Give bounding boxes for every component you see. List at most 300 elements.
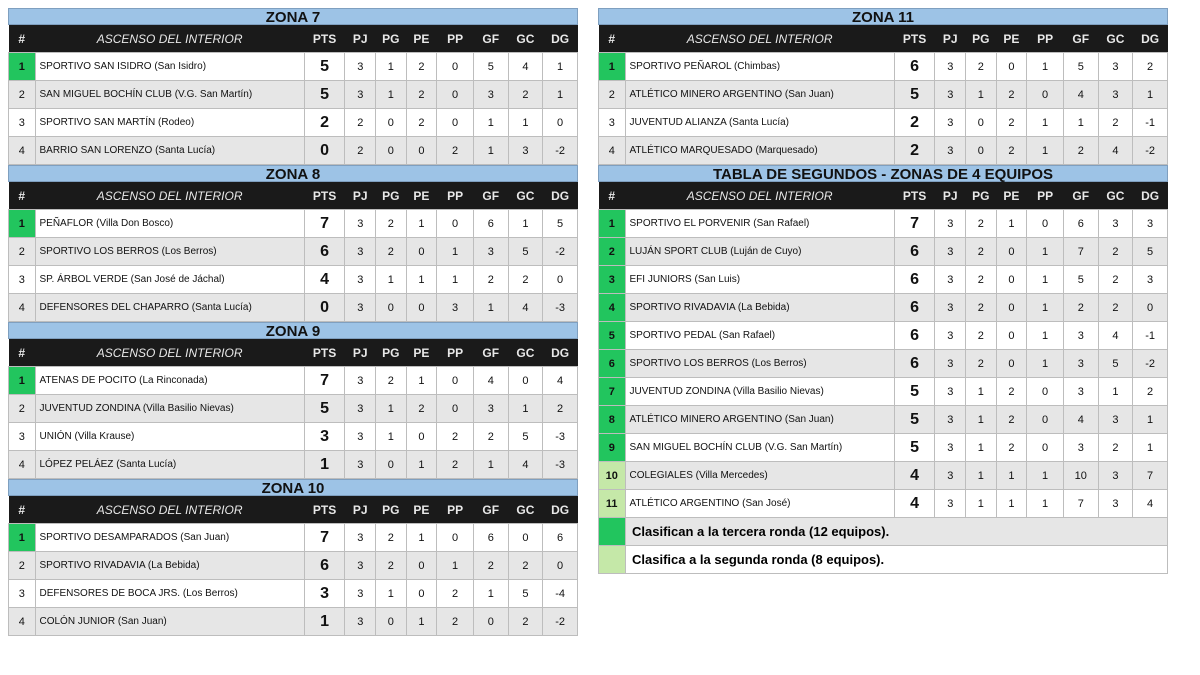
pe-cell: 0 <box>996 322 1027 350</box>
gf-cell: 1 <box>473 451 508 479</box>
pts-cell: 6 <box>894 53 935 81</box>
gf-cell: 6 <box>473 210 508 238</box>
pp-cell: 0 <box>437 524 474 552</box>
team-name: SPORTIVO RIVADAVIA (La Bebida) <box>625 294 894 322</box>
pts-cell: 0 <box>304 137 345 165</box>
dg-cell: 5 <box>1133 238 1168 266</box>
team-name: COLEGIALES (Villa Mercedes) <box>625 462 894 490</box>
gc-cell: 2 <box>508 552 543 580</box>
zone-block <box>8 8 578 165</box>
pj-cell: 3 <box>935 406 966 434</box>
position-cell: 1 <box>9 367 36 395</box>
pp-cell: 0 <box>437 53 474 81</box>
pj-cell: 3 <box>345 238 376 266</box>
gc-cell: 1 <box>508 210 543 238</box>
pe-cell: 0 <box>996 238 1027 266</box>
pe-cell: 1 <box>406 367 437 395</box>
header-pj: PJ <box>345 496 376 524</box>
table-row <box>9 81 578 109</box>
team-name: DEFENSORES DEL CHAPARRO (Santa Lucía) <box>35 294 304 322</box>
gc-cell: 2 <box>508 608 543 636</box>
pp-cell: 1 <box>437 266 474 294</box>
position-cell: 2 <box>9 552 36 580</box>
pts-cell: 6 <box>894 238 935 266</box>
gc-cell: 2 <box>1098 266 1133 294</box>
pj-cell: 3 <box>935 294 966 322</box>
pp-cell: 1 <box>1027 53 1064 81</box>
pj-cell: 3 <box>935 266 966 294</box>
pe-cell: 1 <box>406 451 437 479</box>
header-pts: PTS <box>304 182 345 210</box>
pg-cell: 2 <box>966 210 997 238</box>
table-row <box>9 238 578 266</box>
header-pe: PE <box>406 25 437 53</box>
pe-cell: 1 <box>996 490 1027 518</box>
team-name: SPORTIVO LOS BERROS (Los Berros) <box>625 350 894 378</box>
pe-cell: 2 <box>996 434 1027 462</box>
position-cell: 3 <box>599 109 626 137</box>
header-gc: GC <box>508 496 543 524</box>
header-dg: DG <box>543 25 578 53</box>
gf-cell: 3 <box>1063 322 1098 350</box>
pts-cell: 6 <box>894 350 935 378</box>
pj-cell: 3 <box>935 434 966 462</box>
pj-cell: 3 <box>345 210 376 238</box>
table-row <box>9 451 578 479</box>
team-name: SPORTIVO SAN MARTÍN (Rodeo) <box>35 109 304 137</box>
pts-cell: 4 <box>894 462 935 490</box>
pe-cell: 2 <box>996 109 1027 137</box>
position-cell: 3 <box>599 266 626 294</box>
legend-text: Clasifica a la segunda ronda (8 equipos). <box>625 546 1167 573</box>
header-gf: GF <box>1063 182 1098 210</box>
pe-cell: 1 <box>406 210 437 238</box>
pj-cell: 3 <box>345 580 376 608</box>
pj-cell: 3 <box>345 294 376 322</box>
table-row <box>599 462 1168 490</box>
position-cell: 4 <box>9 137 36 165</box>
table-row <box>9 552 578 580</box>
gf-cell: 4 <box>1063 81 1098 109</box>
zone-block <box>8 479 578 636</box>
header-pp: PP <box>1027 25 1064 53</box>
team-name: SAN MIGUEL BOCHÍN CLUB (V.G. San Martín) <box>35 81 304 109</box>
table-row <box>9 294 578 322</box>
pp-cell: 0 <box>437 81 474 109</box>
gf-cell: 1 <box>473 137 508 165</box>
dg-cell: -2 <box>1133 350 1168 378</box>
table-row <box>599 490 1168 518</box>
zone-title: ZONA 11 <box>598 8 1168 25</box>
header-gf: GF <box>473 182 508 210</box>
pts-cell: 7 <box>304 524 345 552</box>
left-standings-column <box>8 8 578 636</box>
header-pos: # <box>599 182 626 210</box>
position-cell: 11 <box>599 490 626 518</box>
standings-table <box>598 182 1168 518</box>
pts-cell: 5 <box>304 53 345 81</box>
pg-cell: 1 <box>966 490 997 518</box>
pg-cell: 1 <box>376 266 407 294</box>
header-pg: PG <box>966 25 997 53</box>
gc-cell: 4 <box>1098 322 1133 350</box>
dg-cell: -2 <box>1133 137 1168 165</box>
gf-cell: 5 <box>473 53 508 81</box>
header-pj: PJ <box>345 25 376 53</box>
pg-cell: 0 <box>376 608 407 636</box>
position-cell: 7 <box>599 378 626 406</box>
position-cell: 4 <box>9 294 36 322</box>
header-pts: PTS <box>304 496 345 524</box>
team-name: BARRIO SAN LORENZO (Santa Lucía) <box>35 137 304 165</box>
dg-cell: 2 <box>1133 378 1168 406</box>
team-name: SPORTIVO LOS BERROS (Los Berros) <box>35 238 304 266</box>
position-cell: 10 <box>599 462 626 490</box>
pj-cell: 3 <box>345 395 376 423</box>
dg-cell: -2 <box>543 137 578 165</box>
team-name: UNIÓN (Villa Krause) <box>35 423 304 451</box>
pp-cell: 2 <box>437 137 474 165</box>
gf-cell: 0 <box>473 608 508 636</box>
pp-cell: 1 <box>1027 238 1064 266</box>
standings-table <box>8 25 578 165</box>
pg-cell: 1 <box>376 81 407 109</box>
gf-cell: 3 <box>1063 350 1098 378</box>
legend-swatch <box>599 546 625 573</box>
pe-cell: 0 <box>406 137 437 165</box>
pp-cell: 1 <box>1027 490 1064 518</box>
zone-title: ZONA 8 <box>8 165 578 182</box>
gc-cell: 2 <box>1098 238 1133 266</box>
header-dg: DG <box>1133 182 1168 210</box>
gf-cell: 3 <box>473 238 508 266</box>
position-cell: 4 <box>9 608 36 636</box>
pts-cell: 1 <box>304 608 345 636</box>
right-standings-column <box>598 8 1168 574</box>
pp-cell: 1 <box>1027 322 1064 350</box>
position-cell: 4 <box>9 451 36 479</box>
team-name: SPORTIVO RIVADAVIA (La Bebida) <box>35 552 304 580</box>
header-row <box>9 182 578 210</box>
position-cell: 4 <box>599 294 626 322</box>
pe-cell: 0 <box>406 552 437 580</box>
pj-cell: 3 <box>935 210 966 238</box>
team-name: JUVENTUD ZONDINA (Villa Basilio Nievas) <box>625 378 894 406</box>
dg-cell: -1 <box>1133 322 1168 350</box>
header-gf: GF <box>473 25 508 53</box>
gc-cell: 4 <box>508 294 543 322</box>
team-name: ATLÉTICO MARQUESADO (Marquesado) <box>625 137 894 165</box>
header-pos: # <box>9 25 36 53</box>
team-name: SPORTIVO DESAMPARADOS (San Juan) <box>35 524 304 552</box>
table-row <box>9 524 578 552</box>
gf-cell: 3 <box>473 395 508 423</box>
pe-cell: 2 <box>996 378 1027 406</box>
table-row <box>9 210 578 238</box>
pj-cell: 2 <box>345 109 376 137</box>
zone-title: ZONA 7 <box>8 8 578 25</box>
pg-cell: 1 <box>966 81 997 109</box>
pts-cell: 6 <box>894 322 935 350</box>
zone-title: ZONA 9 <box>8 322 578 339</box>
gf-cell: 1 <box>473 580 508 608</box>
dg-cell: 5 <box>543 210 578 238</box>
table-row <box>599 378 1168 406</box>
legend-row <box>598 546 1168 574</box>
pp-cell: 1 <box>437 552 474 580</box>
pe-cell: 1 <box>996 210 1027 238</box>
position-cell: 1 <box>9 53 36 81</box>
gf-cell: 3 <box>1063 378 1098 406</box>
pts-cell: 2 <box>304 109 345 137</box>
header-title: ASCENSO DEL INTERIOR <box>35 25 304 53</box>
dg-cell: 3 <box>1133 210 1168 238</box>
pe-cell: 2 <box>996 406 1027 434</box>
position-cell: 2 <box>9 238 36 266</box>
header-pe: PE <box>406 182 437 210</box>
pp-cell: 0 <box>1027 434 1064 462</box>
pp-cell: 2 <box>437 580 474 608</box>
pp-cell: 0 <box>1027 210 1064 238</box>
pe-cell: 0 <box>996 53 1027 81</box>
gf-cell: 4 <box>1063 406 1098 434</box>
table-row <box>599 434 1168 462</box>
pj-cell: 3 <box>345 53 376 81</box>
dg-cell: -4 <box>543 580 578 608</box>
header-pos: # <box>599 25 626 53</box>
gc-cell: 3 <box>1098 81 1133 109</box>
header-title: ASCENSO DEL INTERIOR <box>35 496 304 524</box>
gc-cell: 1 <box>508 395 543 423</box>
header-pp: PP <box>437 339 474 367</box>
gc-cell: 2 <box>1098 434 1133 462</box>
pe-cell: 2 <box>996 81 1027 109</box>
dg-cell: 4 <box>1133 490 1168 518</box>
position-cell: 9 <box>599 434 626 462</box>
table-row <box>599 406 1168 434</box>
pe-cell: 2 <box>406 81 437 109</box>
pg-cell: 2 <box>966 350 997 378</box>
table-row <box>599 53 1168 81</box>
pts-cell: 7 <box>304 210 345 238</box>
header-gf: GF <box>1063 25 1098 53</box>
pe-cell: 0 <box>996 350 1027 378</box>
table-row <box>599 210 1168 238</box>
table-row <box>599 350 1168 378</box>
team-name: COLÓN JUNIOR (San Juan) <box>35 608 304 636</box>
standings-table <box>8 339 578 479</box>
pts-cell: 2 <box>894 109 935 137</box>
pp-cell: 0 <box>1027 406 1064 434</box>
zone-block <box>598 165 1168 518</box>
team-name: SPORTIVO EL PORVENIR (San Rafael) <box>625 210 894 238</box>
pg-cell: 2 <box>966 266 997 294</box>
gf-cell: 3 <box>1063 434 1098 462</box>
table-row <box>599 137 1168 165</box>
gc-cell: 3 <box>1098 406 1133 434</box>
pts-cell: 7 <box>894 210 935 238</box>
gc-cell: 1 <box>1098 378 1133 406</box>
gf-cell: 6 <box>473 524 508 552</box>
pe-cell: 0 <box>406 580 437 608</box>
header-title: ASCENSO DEL INTERIOR <box>625 25 894 53</box>
team-name: SPORTIVO SAN ISIDRO (San Isidro) <box>35 53 304 81</box>
pg-cell: 1 <box>376 395 407 423</box>
pe-cell: 1 <box>406 608 437 636</box>
gf-cell: 1 <box>1063 109 1098 137</box>
pg-cell: 1 <box>966 406 997 434</box>
pp-cell: 0 <box>437 210 474 238</box>
pg-cell: 2 <box>966 53 997 81</box>
gf-cell: 2 <box>1063 294 1098 322</box>
position-cell: 1 <box>599 210 626 238</box>
gf-cell: 2 <box>473 552 508 580</box>
pj-cell: 3 <box>345 367 376 395</box>
header-pp: PP <box>437 25 474 53</box>
dg-cell: -2 <box>543 238 578 266</box>
pe-cell: 1 <box>406 524 437 552</box>
pg-cell: 2 <box>376 367 407 395</box>
header-pg: PG <box>966 182 997 210</box>
header-pg: PG <box>376 182 407 210</box>
gc-cell: 2 <box>508 81 543 109</box>
pj-cell: 3 <box>935 322 966 350</box>
pp-cell: 1 <box>1027 137 1064 165</box>
team-name: ATENAS DE POCITO (La Rinconada) <box>35 367 304 395</box>
team-name: ATLÉTICO MINERO ARGENTINO (San Juan) <box>625 406 894 434</box>
legend-row <box>598 518 1168 546</box>
position-cell: 1 <box>9 524 36 552</box>
pp-cell: 1 <box>437 238 474 266</box>
pg-cell: 2 <box>376 524 407 552</box>
gf-cell: 10 <box>1063 462 1098 490</box>
pg-cell: 0 <box>966 137 997 165</box>
pts-cell: 5 <box>894 406 935 434</box>
header-gc: GC <box>508 182 543 210</box>
pj-cell: 3 <box>935 53 966 81</box>
gf-cell: 1 <box>473 109 508 137</box>
pg-cell: 1 <box>376 53 407 81</box>
pe-cell: 2 <box>406 109 437 137</box>
team-name: SP. ÁRBOL VERDE (San José de Jáchal) <box>35 266 304 294</box>
header-pts: PTS <box>894 25 935 53</box>
gf-cell: 1 <box>473 294 508 322</box>
header-title: ASCENSO DEL INTERIOR <box>35 339 304 367</box>
pp-cell: 0 <box>437 395 474 423</box>
header-gf: GF <box>473 339 508 367</box>
pp-cell: 2 <box>437 608 474 636</box>
gc-cell: 0 <box>508 367 543 395</box>
pj-cell: 3 <box>935 378 966 406</box>
table-row <box>9 367 578 395</box>
gc-cell: 4 <box>1098 137 1133 165</box>
team-name: ATLÉTICO ARGENTINO (San José) <box>625 490 894 518</box>
header-row <box>9 339 578 367</box>
pe-cell: 2 <box>996 137 1027 165</box>
pg-cell: 0 <box>966 109 997 137</box>
header-dg: DG <box>543 182 578 210</box>
pg-cell: 0 <box>376 294 407 322</box>
pp-cell: 2 <box>437 423 474 451</box>
pe-cell: 2 <box>406 53 437 81</box>
dg-cell: -3 <box>543 423 578 451</box>
pj-cell: 3 <box>935 109 966 137</box>
pe-cell: 1 <box>996 462 1027 490</box>
gc-cell: 3 <box>1098 462 1133 490</box>
pj-cell: 3 <box>345 266 376 294</box>
dg-cell: 3 <box>1133 266 1168 294</box>
pts-cell: 6 <box>304 552 345 580</box>
position-cell: 4 <box>599 137 626 165</box>
position-cell: 5 <box>599 322 626 350</box>
team-name: PEÑAFLOR (Villa Don Bosco) <box>35 210 304 238</box>
header-gf: GF <box>473 496 508 524</box>
gf-cell: 3 <box>473 81 508 109</box>
gc-cell: 2 <box>1098 294 1133 322</box>
zone-block <box>8 165 578 322</box>
pts-cell: 0 <box>304 294 345 322</box>
position-cell: 1 <box>599 53 626 81</box>
pts-cell: 5 <box>304 81 345 109</box>
pj-cell: 3 <box>345 552 376 580</box>
pe-cell: 0 <box>406 423 437 451</box>
dg-cell: 1 <box>1133 81 1168 109</box>
dg-cell: -3 <box>543 294 578 322</box>
header-pp: PP <box>437 182 474 210</box>
table-row <box>9 109 578 137</box>
pg-cell: 2 <box>966 322 997 350</box>
table-row <box>9 266 578 294</box>
pj-cell: 3 <box>935 462 966 490</box>
header-pj: PJ <box>935 25 966 53</box>
gc-cell: 3 <box>508 137 543 165</box>
position-cell: 2 <box>599 81 626 109</box>
gc-cell: 5 <box>508 580 543 608</box>
team-name: SPORTIVO PEDAL (San Rafael) <box>625 322 894 350</box>
pg-cell: 1 <box>966 434 997 462</box>
table-row <box>9 423 578 451</box>
dg-cell: 0 <box>543 109 578 137</box>
gc-cell: 1 <box>508 109 543 137</box>
pj-cell: 3 <box>935 238 966 266</box>
position-cell: 3 <box>9 580 36 608</box>
header-pe: PE <box>996 182 1027 210</box>
pg-cell: 1 <box>376 423 407 451</box>
gc-cell: 4 <box>508 53 543 81</box>
pg-cell: 0 <box>376 137 407 165</box>
header-row <box>9 496 578 524</box>
table-row <box>599 109 1168 137</box>
pts-cell: 7 <box>304 367 345 395</box>
gf-cell: 7 <box>1063 490 1098 518</box>
team-name: LÓPEZ PELÁEZ (Santa Lucía) <box>35 451 304 479</box>
pj-cell: 3 <box>345 81 376 109</box>
pts-cell: 4 <box>304 266 345 294</box>
pg-cell: 1 <box>966 378 997 406</box>
pts-cell: 1 <box>304 451 345 479</box>
position-cell: 2 <box>9 81 36 109</box>
pj-cell: 3 <box>935 81 966 109</box>
pe-cell: 0 <box>996 266 1027 294</box>
team-name: ATLÉTICO MINERO ARGENTINO (San Juan) <box>625 81 894 109</box>
pj-cell: 3 <box>345 423 376 451</box>
header-pp: PP <box>437 496 474 524</box>
team-name: EFI JUNIORS (San Luis) <box>625 266 894 294</box>
team-name: JUVENTUD ALIANZA (Santa Lucía) <box>625 109 894 137</box>
pts-cell: 4 <box>894 490 935 518</box>
dg-cell: -3 <box>543 451 578 479</box>
dg-cell: 1 <box>543 53 578 81</box>
